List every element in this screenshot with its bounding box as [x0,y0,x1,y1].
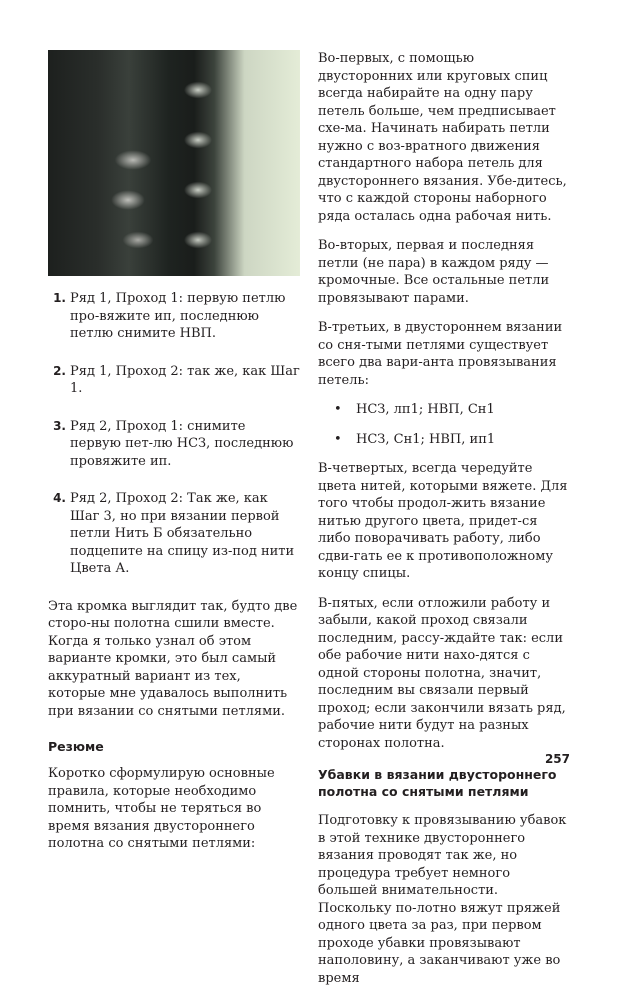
paragraph: В-четвертых, всегда чередуйте цвета нитей, которыми вяжете. Для того чтобы продол-жить вязание нитью другого цвета, придет-ся либо поворачивать работу, либо сдви-гать ее к противоположному концу спицы. [318,461,568,581]
list-item [48,290,300,343]
steps-list [48,290,300,578]
paragraph: Коротко сформулирую основные правила, которые необходимо помнить, чтобы не теряться во время вязания двустороннего полотна со снятыми петлями: [48,766,275,851]
section-heading: Резюме [48,739,104,754]
list-number: 4. [53,491,66,505]
paragraph: Во-вторых, первая и последняя петли (не пара) в каждом ряду — кромочные. Все остальные петли провязывают парами. [318,238,550,306]
list-number: 3. [53,418,66,433]
bullet-list [318,401,570,448]
list-item [48,363,300,398]
list-text: Ряд 1, Проход 2: так же, как Шаг 1. [70,363,300,396]
paragraph: В-третьих, в двустороннем вязании со сня-тыми петлями существует всего два вари-анта провязывания петель: [318,320,563,388]
list-text: Ряд 2, Проход 1: снимите первую пет-лю НСЗ, последнюю провяжите ип. [70,418,294,469]
paragraph: Подготовку к провязыванию убавок в этой технике двустороннего вязания проводят так же, но процедура требует немного большей внимательности. Поскольку по-лотно вяжут пряжей одного цвета за раз, при первом проходе убавки провязывают наполовину, а заканчивают уже во время [318,813,567,986]
list-text: НСЗ, лп1; НВП, Сн1 [356,402,495,417]
list-item [48,490,300,578]
list-item [48,418,300,471]
right-column [318,50,570,987]
list-text: Ряд 1, Проход 1: первую петлю про-вяжите ип, последнюю петлю снимите НВП. [70,291,286,341]
list-number: 1. [53,291,66,305]
paragraph: Во-первых, с помощью двусторонних или круговых спиц всегда набирайте на одну пару петель больше, чем предписывает схе-ма. Начинать набирать петли нужно с воз-вратного движения стандартного набора петель для двустороннего вязания. Убе-дитесь, что с каждой стороны наборного ряда осталась одна рабочая нить. [318,51,567,224]
paragraph: Эта кромка выглядит так, будто две сторо-ны полотна сшили вместе. Когда я только узнал об этом варианте кромки, это был самый аккуратный вариант из тех, которые мне удавалось выполнить при вязании со снятыми петлями. [48,598,298,719]
bullet-icon: • [334,402,342,417]
bullet-icon: • [334,431,342,447]
knitting-photo [48,50,300,276]
paragraph: В-пятых, если отложили работу и забыли, какой проход связали последним, рассу-ждайте так: если обе рабочие нити нахо-дятся с одной стороны полотна, значит, последним вы связали первый проход; если закончили вязать ряд, рабочие нити будут на разных сторонах полотна. [318,595,566,751]
page-number: 257 [544,752,570,766]
left-column [48,290,300,853]
list-number: 2. [53,363,66,378]
list-text: Ряд 2, Проход 2: Так же, как Шаг 3, но при вязании первой петли Нить Б обязательно подцепите на спицу из-под нити Цвета А. [70,491,295,576]
list-item [318,401,570,419]
list-text: НСЗ, Сн1; НВП, ип1 [356,431,496,447]
list-item [318,431,570,449]
section-heading: Убавки в вязании двустороннего полотна со снятыми петлями [318,767,557,799]
